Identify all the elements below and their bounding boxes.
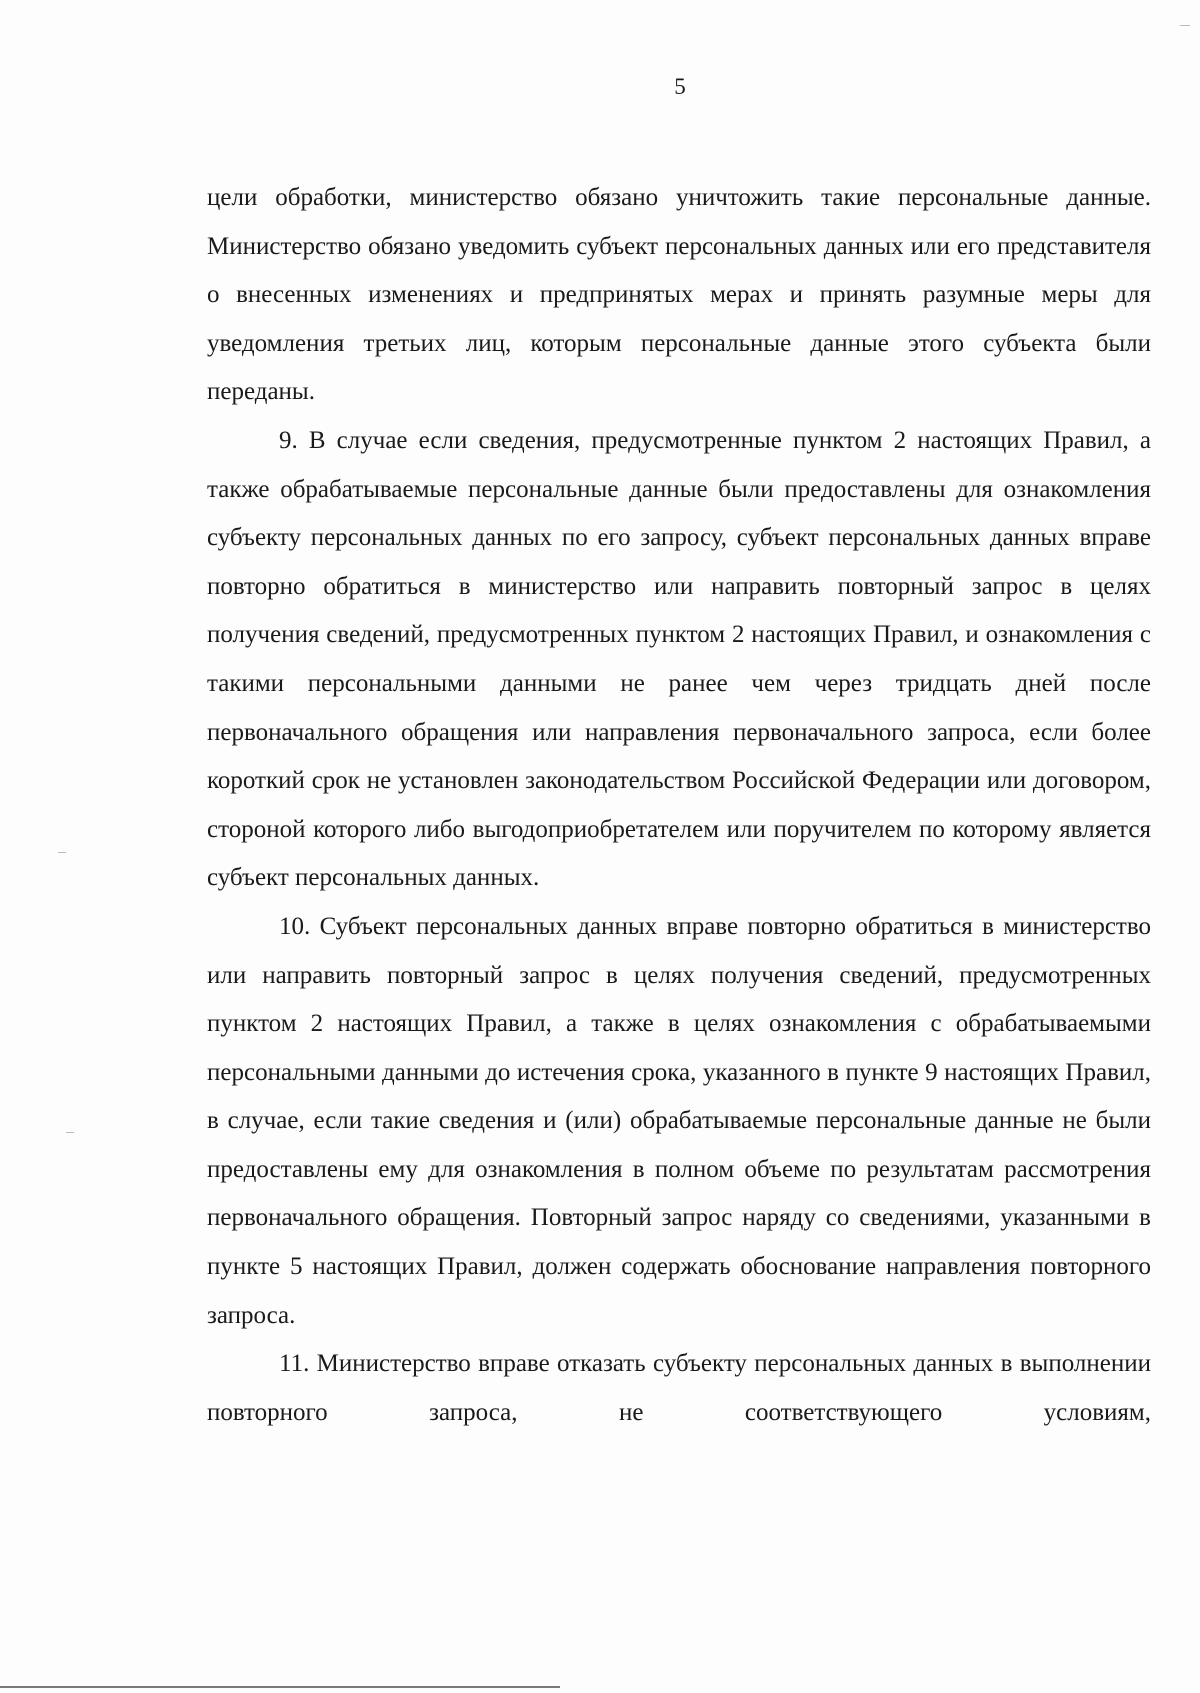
- document-body: [207, 174, 1151, 1437]
- bottom-edge-line: [0, 1686, 560, 1688]
- paragraph-item-9: 9. В случае если сведения, предусмотренные пунктом 2 настоящих Правил, а также обрабатываемые персональные данные были предоставлены для ознакомления субъекту персональных данных по его запросу, субъект персональных данных вправе повторно обратиться в министерство или направить повторный запрос в целях получения сведений, предусмотренных пунктом 2 настоящих Правил, и ознакомления с такими персональными данными не ранее чем через тридцать дней после первоначального обращения или направления первоначального запроса, если более короткий срок не установлен законодательством Российской Федерации или договором, стороной которого либо выгодоприобретателем или поручителем по которому является субъект персональных данных.: [207, 426, 1151, 892]
- scan-artifact-mark: [1180, 25, 1190, 26]
- paragraph-item-10: 10. Субъект персональных данных вправе повторно обратиться в министерство или направить повторный запрос в целях получения сведений, предусмотренных пунктом 2 настоящих Правил, а также в целях ознакомления с обрабатываемыми персональными данными до истечения срока, указанного в пункте 9 настоящих Правил, в случае, если такие сведения и (или) обрабатываемые персональные данные не были предоставлены ему для ознакомления в полном объеме по результатам рассмотрения первоначального обращения. Повторный запрос наряду со сведениями, указанными в пункте 5 настоящих Правил, должен содержать обоснование направления повторного запроса.: [207, 912, 1151, 1329]
- page-number: 5: [674, 74, 686, 99]
- scan-artifact-mark: [58, 852, 66, 853]
- scan-artifact-mark: [66, 1132, 74, 1133]
- paragraph-continuation: цели обработки, министерство обязано уничтожить такие персональные данные. Министерство обязано уведомить субъект персональных данных или его представителя о внесенных изменениях и предпринятых мерах и принять разумные меры для уведомления третьих лиц, которым персональные данные этого субъекта были переданы.: [207, 184, 1151, 406]
- paragraph-item-11: 11. Министерство вправе отказать субъекту персональных данных в выполнении повторного запроса, не соответствующего условиям,: [207, 1350, 1151, 1426]
